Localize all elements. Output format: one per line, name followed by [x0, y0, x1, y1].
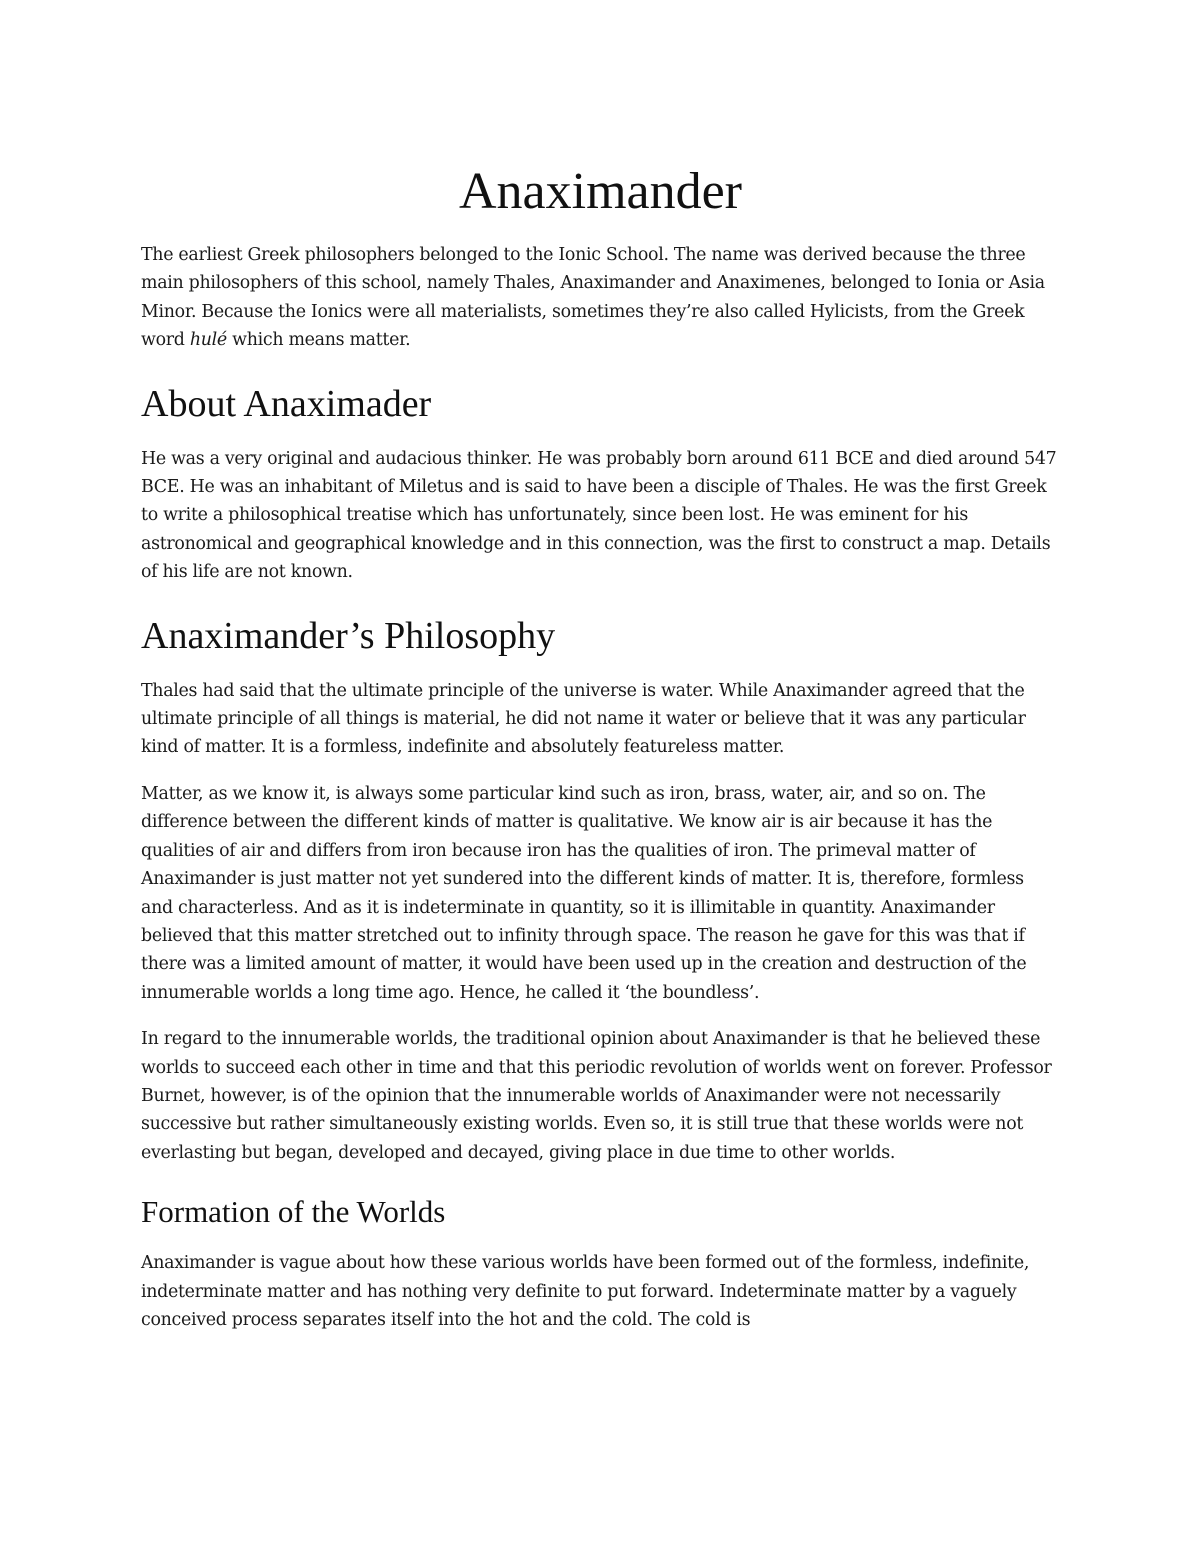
intro-italic-word: hulé: [189, 330, 227, 351]
intro-paragraph: [141, 241, 1060, 355]
intro-text-end: which means matter.: [226, 330, 411, 351]
formation-paragraph: Anaximander is vague about how these various worlds have been formed out of the formless, indefinite, indeterminate matter and has nothing very definite to put forward. Indeterminate matter by a vaguely conceived process separates itself into the hot and the cold. The cold is: [141, 1253, 1030, 1330]
section-formation: [141, 1193, 1060, 1334]
document-title: Anaximander: [458, 163, 742, 220]
philosophy-paragraph-2: Matter, as we know it, is always some particular kind such as iron, brass, water, air, and so on. The difference between the different kinds of matter is qualitative. We know air is air because it has the qualities of air and differs from iron because iron has the qualities of iron. The primeval matter of Anaximander is just matter not yet sundered into the different kinds of matter. It is, therefore, formless and characterless. And as it is indeterminate in quantity, so it is illimitable in quantity. Anaximander believed that this matter stretched out to infinity through space. The reason he gave for this was that if there was a limited amount of matter, it would have been used up in the creation and destruction of the innumerable worlds a long time ago. Hence, he called it ‘the boundless’.: [141, 783, 1027, 1003]
section-heading-philosophy: Anaximander’s Philosophy: [141, 614, 556, 657]
section-heading-about: About Anaximader: [141, 382, 432, 425]
philosophy-paragraph-1: Thales had said that the ultimate principle of the universe is water. While Anaximander agreed that the ultimate principle of all things is material, he did not name it water or believe that it was any particular kind of matter. It is a formless, indefinite and absolutely featureless matter.: [141, 680, 1026, 758]
philosophy-paragraph-3: In regard to the innumerable worlds, the traditional opinion about Anaximander is that he believed these worlds to succeed each other in time and that this periodic revolution of worlds went on forever. Professor Burnet, however, is of the opinion that the innumerable worlds of Anaximander were not necessarily successive but rather simultaneously existing worlds. Even so, it is still true that these worlds were not everlasting but began, developed and decayed, giving place in due time to other worlds.: [141, 1029, 1052, 1163]
about-paragraph: He was a very original and audacious thinker. He was probably born around 611 BCE and died around 547 BCE. He was an inhabitant of Miletus and is said to have been a disciple of Thales. He was the first Greek to write a philosophical treatise which has unfortunately, since been lost. He was eminent for his astronomical and geographical knowledge and in this connection, was the first to construct a map. Details of his life are not known.: [141, 448, 1057, 583]
section-heading-formation: Formation of the Worlds: [141, 1194, 446, 1230]
intro-text-start: The earliest Greek philosophers belonged to the Ionic School. The name was derived because the three main philosophers of this school, namely Thales, Anaximander and Anaximenes, belonged to Ionia or Asia Minor. Because the Ionics were all materialists, sometimes they’re also called Hylicists, from the Greek word: [141, 245, 1045, 351]
section-about: [141, 381, 1060, 587]
section-philosophy: [141, 613, 1060, 1168]
